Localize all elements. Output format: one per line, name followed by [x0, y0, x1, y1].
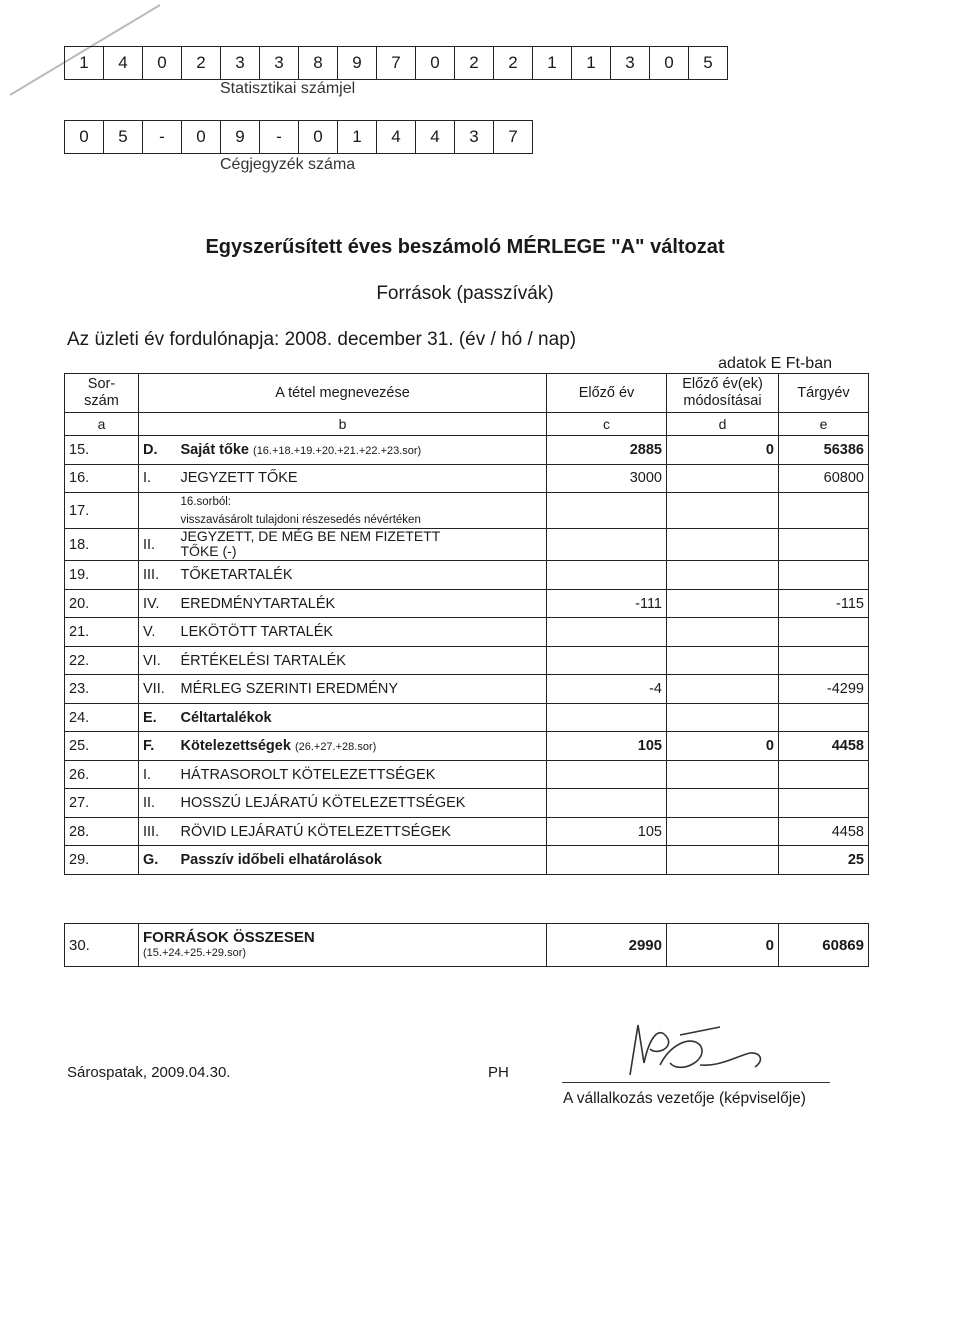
row-previous-year: 105 [547, 817, 667, 846]
row-current-year [779, 561, 869, 590]
company-registration-caption: Cégjegyzék száma [220, 156, 356, 173]
table-row [65, 436, 869, 465]
row-number: 27. [65, 789, 139, 818]
row-code: V. [139, 618, 177, 647]
row-label [177, 846, 547, 875]
row-current-year: -4299 [779, 675, 869, 704]
handwritten-signature [600, 1005, 800, 1085]
table-row [65, 760, 869, 789]
row-previous-year: -4 [547, 675, 667, 704]
row-label-text: TŐKETARTALÉK [180, 567, 293, 584]
table-row [65, 732, 869, 761]
reg-digit: 4 [377, 121, 416, 153]
reg-digit: 0 [182, 121, 221, 153]
stat-digit: 2 [182, 47, 221, 79]
row-modifications [667, 703, 779, 732]
row-label-text: RÖVID LEJÁRATÚ KÖTELEZETTSÉGEK [180, 823, 451, 840]
statistical-number-caption: Statisztikai számjel [220, 80, 356, 97]
row-label-text: Saját tőke [180, 441, 249, 458]
row-code: E. [139, 703, 177, 732]
stat-digit: 0 [416, 47, 455, 79]
total-formula: (15.+24.+25.+29.sor) [143, 947, 247, 960]
reg-digit: 1 [338, 121, 377, 153]
row-modifications [667, 589, 779, 618]
row-code: D. [139, 436, 177, 465]
row-modifications [667, 675, 779, 704]
total-row [65, 924, 869, 967]
row-code: F. [139, 732, 177, 761]
row-current-year [779, 760, 869, 789]
table-row [65, 703, 869, 732]
balance-sheet-table [64, 373, 869, 875]
header-sorszam: Sor- szám [65, 374, 139, 413]
total-label-cell [139, 924, 547, 967]
header-item-name: A tétel megnevezése [139, 374, 547, 413]
row-code: III. [139, 561, 177, 590]
subheader-c: c [547, 413, 667, 436]
row-label [177, 436, 547, 465]
row-formula: (16.+18.+19.+20.+21.+22.+23.sor) [253, 444, 422, 457]
reg-digit: 0 [65, 121, 104, 153]
document-title: Egyszerűsített éves beszámoló MÉRLEGE "A" változat [205, 236, 725, 258]
row-number: 25. [65, 732, 139, 761]
balance-date-line: Az üzleti év fordulónapja: 2008. december 31. (év / hó / nap) [67, 329, 577, 350]
row-code: G. [139, 846, 177, 875]
stat-digit: 2 [494, 47, 533, 79]
row-code: I. [139, 760, 177, 789]
row-current-year [779, 789, 869, 818]
reg-digit: - [143, 121, 182, 153]
row-label [177, 618, 547, 647]
total-current-year: 60869 [779, 924, 869, 967]
signature-line [562, 1082, 830, 1083]
row-code: IV. [139, 589, 177, 618]
stat-digit: 3 [260, 47, 299, 79]
row-current-year: -115 [779, 589, 869, 618]
reg-digit: 0 [299, 121, 338, 153]
row-modifications [667, 760, 779, 789]
total-label: FORRÁSOK ÖSSZESEN [143, 929, 315, 947]
row-previous-year [547, 703, 667, 732]
row-modifications [667, 561, 779, 590]
row-modifications [667, 646, 779, 675]
stat-digit: 0 [143, 47, 182, 79]
table-header-row [65, 374, 869, 413]
place-and-date: Sárospatak, 2009.04.30. [67, 1064, 231, 1081]
statistical-number-boxes [64, 46, 728, 80]
table-row [65, 846, 869, 875]
subheader-b: b [139, 413, 547, 436]
stat-digit: 3 [221, 47, 260, 79]
table-row [65, 493, 869, 529]
row-label [177, 732, 547, 761]
row-label-text: JEGYZETT TŐKE [180, 470, 298, 487]
stat-digit: 1 [533, 47, 572, 79]
stat-digit: 3 [611, 47, 650, 79]
row-current-year: 25 [779, 846, 869, 875]
row-previous-year: -111 [547, 589, 667, 618]
row-current-year: 4458 [779, 817, 869, 846]
header-modifications: Előző év(ek) módosításai [667, 374, 779, 413]
row-code: I. [139, 464, 177, 493]
row-previous-year: 2885 [547, 436, 667, 465]
subheader-a: a [65, 413, 139, 436]
header-previous-year: Előző év [547, 374, 667, 413]
stat-digit: 9 [338, 47, 377, 79]
row-number: 18. [65, 529, 139, 561]
stat-digit: 0 [650, 47, 689, 79]
row-label-text: Céltartalékok [180, 709, 272, 726]
row-number: 17. [65, 493, 139, 529]
row-previous-year [547, 646, 667, 675]
row-previous-year [547, 529, 667, 561]
row-label [177, 493, 547, 529]
total-previous-year: 2990 [547, 924, 667, 967]
row-previous-year [547, 561, 667, 590]
reg-digit: 9 [221, 121, 260, 153]
row-previous-year [547, 846, 667, 875]
stat-digit: 4 [104, 47, 143, 79]
row-label-text: LEKÖTÖTT TARTALÉK [180, 624, 334, 641]
row-current-year [779, 493, 869, 529]
stat-digit: 8 [299, 47, 338, 79]
table-row [65, 529, 869, 561]
row-modifications [667, 817, 779, 846]
row-modifications [667, 464, 779, 493]
table-row [65, 675, 869, 704]
row-previous-year [547, 493, 667, 529]
stat-digit: 1 [65, 47, 104, 79]
row-number: 20. [65, 589, 139, 618]
row-label [177, 817, 547, 846]
row-code: III. [139, 817, 177, 846]
row-number: 29. [65, 846, 139, 875]
row-code: II. [139, 789, 177, 818]
table-row [65, 618, 869, 647]
row-label [177, 646, 547, 675]
row-number: 24. [65, 703, 139, 732]
row-formula: (26.+27.+28.sor) [294, 741, 377, 754]
table-row [65, 464, 869, 493]
table-row [65, 561, 869, 590]
row-number: 23. [65, 675, 139, 704]
row-current-year: 56386 [779, 436, 869, 465]
document-subtitle: Források (passzívák) [376, 283, 554, 304]
row-label [177, 529, 547, 561]
row-previous-year [547, 760, 667, 789]
row-label [177, 675, 547, 704]
header-current-year: Tárgyév [779, 374, 869, 413]
row-label [177, 464, 547, 493]
unit-note: adatok E Ft-ban [718, 355, 832, 372]
row-current-year [779, 703, 869, 732]
table-row [65, 589, 869, 618]
table-row [65, 646, 869, 675]
signature-label: A vállalkozás vezetője (képviselője) [563, 1090, 806, 1107]
row-code: II. [139, 529, 177, 561]
row-modifications [667, 493, 779, 529]
row-label-text: Kötelezettségek [180, 738, 291, 755]
row-label [177, 760, 547, 789]
row-code: VII. [139, 675, 177, 704]
stat-digit: 1 [572, 47, 611, 79]
row-number: 16. [65, 464, 139, 493]
row-modifications: 0 [667, 732, 779, 761]
row-modifications [667, 789, 779, 818]
row-label-text: HOSSZÚ LEJÁRATÚ KÖTELEZETTSÉGEK [180, 795, 466, 812]
row-label [177, 561, 547, 590]
stat-digit: 5 [703, 53, 713, 72]
row-previous-year: 105 [547, 732, 667, 761]
row-label-text: ÉRTÉKELÉSI TARTALÉK [180, 652, 346, 669]
row-number: 15. [65, 436, 139, 465]
row-code [139, 493, 177, 529]
row-label [177, 703, 547, 732]
row-modifications: 0 [667, 436, 779, 465]
row-code: VI. [139, 646, 177, 675]
subheader-e: e [779, 413, 869, 436]
reg-digit: 4 [416, 121, 455, 153]
row-number: 19. [65, 561, 139, 590]
row-label-text: 16.sorból: visszavásárolt tulajdoni részesedés névértéken [180, 496, 421, 526]
row-label [177, 589, 547, 618]
row-number: 26. [65, 760, 139, 789]
row-previous-year [547, 789, 667, 818]
row-modifications [667, 618, 779, 647]
reg-digit: - [260, 121, 299, 153]
row-number: 28. [65, 817, 139, 846]
row-current-year [779, 646, 869, 675]
row-current-year: 4458 [779, 732, 869, 761]
row-previous-year: 3000 [547, 464, 667, 493]
table-row [65, 789, 869, 818]
reg-digit: 7 [508, 127, 518, 146]
total-row-number: 30. [65, 924, 139, 967]
row-number: 21. [65, 618, 139, 647]
row-label-text: EREDMÉNYTARTALÉK [180, 595, 336, 612]
table-subheader-row [65, 413, 869, 436]
row-label-text: JEGYZETT, DE MÉG BE NEM FIZETETT TŐKE (-) [180, 528, 441, 560]
row-label-text: MÉRLEG SZERINTI EREDMÉNY [180, 681, 399, 698]
row-modifications [667, 529, 779, 561]
company-registration-boxes [64, 120, 533, 154]
reg-digit: 3 [455, 121, 494, 153]
reg-digit: 5 [104, 121, 143, 153]
table-row [65, 817, 869, 846]
row-current-year [779, 618, 869, 647]
row-label-text: Passzív időbeli elhatárolások [180, 852, 382, 869]
row-label [177, 789, 547, 818]
row-current-year: 60800 [779, 464, 869, 493]
total-modifications: 0 [667, 924, 779, 967]
row-modifications [667, 846, 779, 875]
stamp-label: PH [488, 1064, 509, 1081]
row-label-text: HÁTRASOROLT KÖTELEZETTSÉGEK [180, 766, 436, 783]
stat-digit: 7 [377, 47, 416, 79]
subheader-d: d [667, 413, 779, 436]
row-current-year [779, 529, 869, 561]
row-number: 22. [65, 646, 139, 675]
stat-digit: 2 [455, 47, 494, 79]
row-previous-year [547, 618, 667, 647]
total-table [64, 923, 869, 967]
